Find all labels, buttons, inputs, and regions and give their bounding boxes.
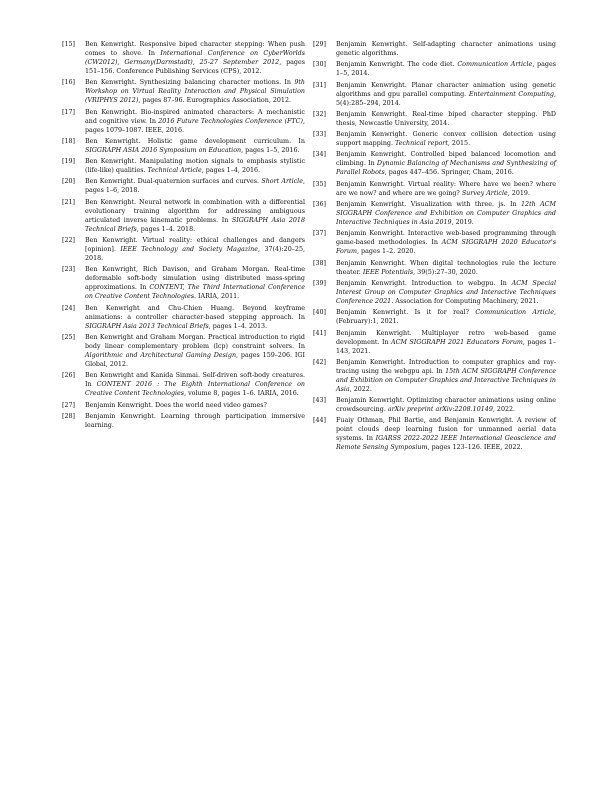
reference-details: , pages 87–96. Eurographics Association, 2012. (138, 97, 292, 105)
reference-number: [29] (313, 41, 327, 48)
reference-text: Ben Kenwright. Virtual reality: ethical challenges and dangers [opinion]. (85, 237, 305, 254)
reference-entry (62, 401, 305, 410)
reference-details: , pages 1–143, 2021. (336, 338, 557, 355)
reference-venue: Communication Article (457, 61, 533, 69)
reference-entry (313, 180, 556, 198)
reference-venue: SIGGRAPH ASIA 2016 Symposium on Education (85, 146, 242, 154)
reference-venue: ACM Special Interest Group on Computer Graphics and Interactive Techniques Conference 2021 (336, 279, 556, 305)
reference-entry (313, 200, 556, 227)
reference-text: Ben Kenwright. Synthesizing balancing character motions. In (85, 79, 295, 87)
reference-number: [17] (62, 108, 76, 116)
reference-number: [16] (62, 79, 76, 87)
reference-venue: IEEE Potentials (362, 268, 414, 276)
reference-details: , pages 1–6, 2018. (85, 178, 305, 195)
reference-entry (313, 110, 556, 128)
reference-text: Ben Kenwright. Dual-quaternion surfaces and curves. (85, 178, 262, 186)
reference-number: [38] (313, 259, 327, 267)
reference-details: , pages 1–5, 2014. (336, 61, 556, 78)
reference-details: , pages 1–5, 2016. (241, 146, 300, 154)
reference-venue: Dynamic Balancing of Mechanisms and Synthesizing of Parallel Robots (336, 160, 556, 177)
reference-venue: Technical report (395, 140, 448, 148)
reference-details: , volume 8, pages 1–6. IARIA, 2016. (184, 390, 299, 398)
reference-entry (62, 40, 305, 76)
reference-number: [22] (62, 237, 76, 245)
reference-text: Benjamin Kenwright. Generic convex collision detection using support mapping. (336, 131, 556, 148)
reference-number: [21] (62, 198, 76, 206)
reference-text: Ben Kenwright and Chu-Chien Huang. Beyond keyframe animations: a controller character-based stepping approach. In (85, 304, 305, 321)
reference-entry (62, 177, 305, 195)
reference-text: Benjamin Kenwright. Interactive web-based programming through game-based methodologies. In (336, 230, 556, 247)
reference-details: . Association for Computing Machinery, 2021. (391, 297, 539, 305)
reference-text: Ben Kenwright. Manipulating motion signals to emphasis stylistic (life-like) qualities. (85, 158, 305, 175)
reference-entry (313, 279, 556, 306)
reference-details: , pages 123–126. IEEE, 2022. (427, 444, 523, 452)
reference-text: Benjamin Kenwright. Controlled biped balanced locomotion and climbing. In (336, 151, 556, 168)
reference-number: [31] (313, 81, 327, 89)
reference-entry (62, 137, 305, 155)
reference-entry (313, 60, 556, 78)
reference-number: [32] (313, 110, 327, 118)
reference-number: [26] (62, 372, 76, 380)
reference-entry (313, 81, 556, 108)
reference-details: . IARIA, 2011. (193, 293, 240, 301)
reference-number: [25] (62, 333, 76, 341)
reference-text: Fuaiy Othman, Phil Bartie, and Benjamin Kenwright. A review of point clouds deep learning fusion for unmanned aerial data systems. In (336, 417, 556, 443)
reference-venue: Survey Article (461, 189, 508, 197)
reference-venue: 2016 Future Technologies Conference (FTC) (158, 117, 303, 125)
reference-venue: 12th ACM SIGGRAPH Conference and Exhibition on Computer Graphics and Interactive Techniques in Asia 2019 (336, 201, 557, 227)
reference-text: Benjamin Kenwright. Does the world need video games? (85, 401, 267, 409)
reference-number: [44] (313, 417, 327, 425)
reference-text: Benjamin Kenwright. Optimizing character animations using online crowdsourcing. (336, 397, 556, 414)
reference-text: Benjamin Kenwright. Visualization with three. js. In (336, 201, 521, 209)
reference-number: [20] (62, 178, 76, 186)
reference-number: [40] (313, 309, 327, 317)
reference-details: , pages 159–206. IGI Global, 2012. (85, 351, 305, 368)
reference-number: [19] (62, 158, 76, 166)
reference-text: Benjamin Kenwright. Learning through participation immersive learning. (85, 412, 305, 429)
reference-text: Benjamin Kenwright. Planar character animation using genetic algorithms and gpu parallel computing. (336, 81, 556, 98)
reference-details: , pages 447–456. Springer, Cham, 2016. (384, 169, 514, 177)
reference-entry (313, 416, 556, 452)
reference-text: Benjamin Kenwright. Is it for real? (336, 309, 476, 317)
reference-venue: ACM SIGGRAPH 2020 Educator's Forum (336, 239, 556, 256)
reference-venue: Algorithmic and Architectural Gaming Design (85, 351, 237, 359)
reference-details: , pages 1079–1087. IEEE, 2016. (85, 117, 305, 134)
reference-details: , 2022. (349, 385, 372, 393)
reference-number: [27] (62, 401, 76, 409)
reference-entry (62, 108, 305, 135)
reference-details: , pages 1–4, 2016. (201, 167, 261, 175)
reference-details: , 5(4):285–294, 2014. (336, 90, 556, 107)
reference-entry (62, 78, 305, 105)
reference-entry (313, 40, 556, 58)
reference-venue: IGARSS 2022-2022 IEEE International Geoscience and Remote Sensing Symposium (336, 435, 557, 452)
reference-venue: SIGGRAPH Asia 2013 Technical Briefs (85, 322, 209, 330)
reference-details: , 2019. (451, 219, 474, 227)
references-right-column (313, 40, 556, 455)
reference-number: [34] (313, 151, 327, 159)
reference-details: , 39(5):27–30, 2020. (413, 268, 478, 276)
reference-text: Ben Kenwright, Rich Davison, and Graham Morgan. Real-time deformable soft-body simulation using distributed mass-spring approximations. In (85, 266, 305, 292)
reference-text: Ben Kenwright and Kanida Sinmai. Self-driven soft-body creatures. In (85, 372, 305, 389)
reference-text: Benjamin Kenwright. Introduction to webgpu. In (336, 279, 512, 287)
reference-details: , pages 1–2. 2020. (357, 248, 416, 256)
reference-venue: CONTENT 2016 : The Eighth International Conference on Creative Content Technologies (85, 381, 305, 398)
reference-number: [43] (313, 397, 327, 405)
reference-entry (313, 150, 556, 177)
reference-text: Benjamin Kenwright. Multiplayer retro web-based game development. In (336, 329, 556, 346)
reference-text: Ben Kenwright. Responsive biped character stepping: When push comes to shove. In (85, 41, 305, 57)
reference-venue: SIGGRAPH Asia 2018 Technical Briefs (85, 216, 305, 233)
reference-number: [18] (62, 137, 76, 145)
reference-details: , pages 151–156. Conference Publishing Services (CPS), 2012. (85, 59, 305, 75)
references-left-column (62, 40, 305, 432)
reference-entry (62, 157, 305, 175)
reference-venue: Technical Article (147, 167, 202, 175)
reference-entry (313, 259, 556, 277)
reference-venue: 15th ACM SIGGRAPH Conference and Exhibition on Computer Graphics and Interactive Techniques in Asia (336, 367, 556, 393)
reference-entry (313, 130, 556, 148)
reference-number: [39] (313, 279, 327, 287)
reference-text: Ben Kenwright. Bio-inspired animated characters: A mechanistic and cognitive view. In (85, 108, 305, 125)
reference-venue: CONTENT, The Third International Conference on Creative Content Technologies (85, 284, 305, 301)
reference-number: [36] (313, 201, 327, 209)
reference-venue: 9th Workshop on Virtual Reality Interaction and Physical Simulation (VRIPHYS 2012) (85, 79, 305, 105)
reference-venue: Short Article (261, 178, 303, 186)
reference-entry (313, 308, 556, 326)
reference-details: , (February):1, 2021. (336, 309, 556, 326)
reference-number: [33] (313, 131, 327, 139)
reference-number: [28] (62, 412, 76, 420)
reference-venue: International Conference on CyberWorlds (CW2012), Germany(Darmstadt), 25-27 September 2012 (85, 50, 305, 66)
reference-venue: Entertainment Computing (468, 90, 554, 98)
reference-entry (313, 229, 556, 256)
reference-details: , 2015. (447, 140, 471, 148)
reference-text: Ben Kenwright and Graham Morgan. Practical introduction to rigid body linear complementary problem (lcp) constraint solvers. In (85, 333, 305, 350)
reference-text: Benjamin Kenwright. Self-adapting character animations using genetic algorithms. (336, 41, 556, 57)
reference-entry (62, 304, 305, 331)
reference-number: [41] (313, 329, 327, 337)
reference-entry (313, 358, 556, 394)
reference-venue: ACM SIGGRAPH 2021 Educators Forum (391, 338, 523, 346)
reference-number: [23] (62, 266, 76, 274)
reference-text: Benjamin Kenwright. Virtual reality: Where have we been? where are we now? and where are we going? (336, 180, 556, 197)
reference-venue: Communication Article (475, 309, 554, 317)
reference-text: Ben Kenwright. Holistic game development curriculum. In (85, 137, 305, 145)
reference-number: [30] (313, 61, 327, 69)
reference-number: [24] (62, 304, 76, 312)
reference-entry (62, 333, 305, 369)
reference-entry (62, 236, 305, 263)
reference-details: , pages 1–4. 2018. (136, 225, 196, 233)
reference-number: [35] (313, 180, 327, 188)
reference-number: [37] (313, 230, 327, 238)
reference-details: , 2019. (507, 189, 530, 197)
reference-text: Benjamin Kenwright. Real-time biped character stepping. PhD thesis, Newcastle University, 2014. (336, 110, 556, 127)
reference-details: , 2022. (492, 406, 516, 414)
reference-details: , pages 1–4. 2013. (208, 322, 268, 330)
reference-entry (62, 412, 305, 430)
reference-entry (62, 198, 305, 234)
reference-details: , 37(4):20–25, 2018. (85, 246, 305, 263)
reference-entry (313, 396, 556, 414)
reference-number: [15] (62, 41, 76, 48)
reference-text: Benjamin Kenwright. The code diet. (336, 61, 458, 69)
reference-entry (62, 265, 305, 301)
reference-entry (62, 371, 305, 398)
reference-venue: arXiv preprint arXiv:2208.10149 (387, 406, 493, 414)
reference-venue: IEEE Technology and Society Magazine (120, 246, 258, 254)
reference-entry (313, 329, 556, 356)
reference-text: Benjamin Kenwright. Introduction to computer graphics and ray-tracing using the webgpu api. In (336, 358, 556, 375)
reference-text: Ben Kenwright. Neural network in combination with a differential evolutionary training algorithm for addressing ambiguous articulated inverse kinematic problems. In (85, 198, 305, 224)
reference-text: Benjamin Kenwright. When digital technologies rule the lecture theater. (336, 259, 556, 276)
reference-number: [42] (313, 358, 327, 366)
